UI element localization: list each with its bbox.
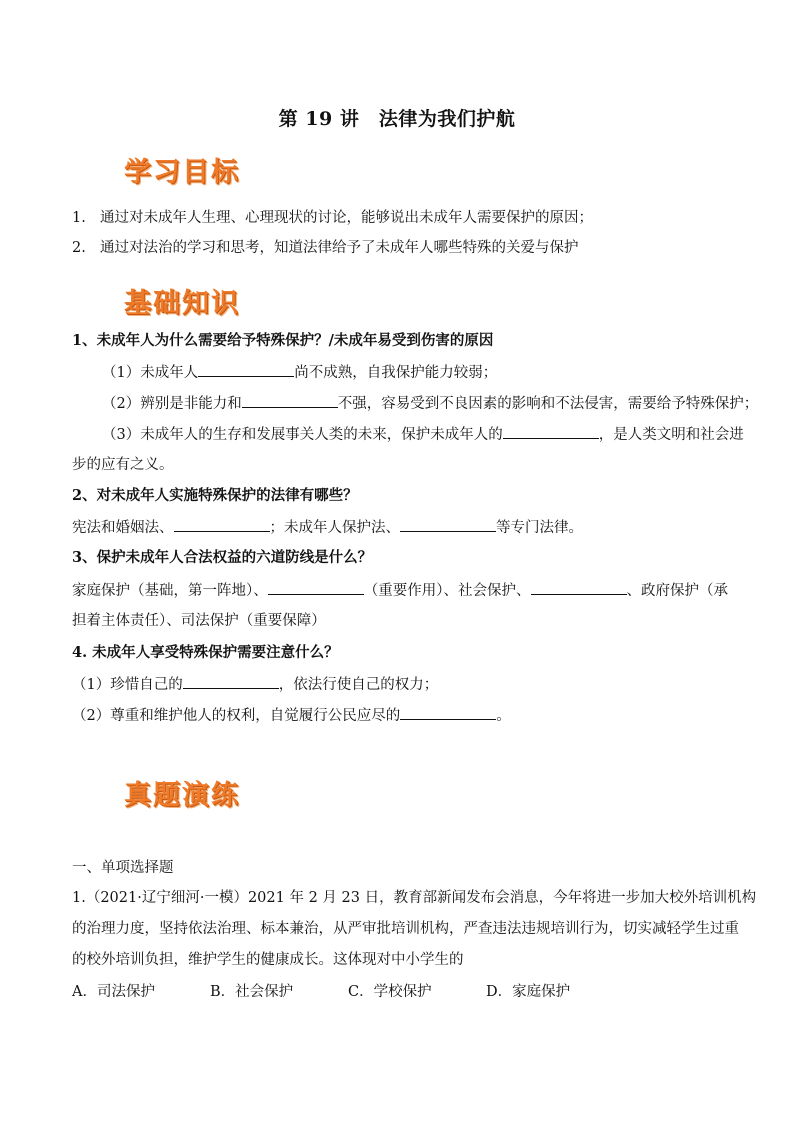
goal-number: 2. — [72, 240, 86, 256]
section-heading-goals: 学习目标 — [124, 157, 240, 188]
fill-blank — [531, 580, 627, 595]
question-4: 4. 未成年人享受特殊保护需要注意什么？ — [72, 644, 339, 661]
fill-blank — [183, 674, 279, 689]
answer-text: （1）珍惜自己的 — [72, 677, 183, 693]
answer-text: 。 — [496, 708, 511, 724]
question-3: 3、保护未成年人合法权益的六道防线是什么？ — [72, 549, 373, 566]
fill-blank — [242, 393, 338, 408]
answer-line-cont: 担着主体责任）、司法保护（重要保障） — [72, 613, 326, 629]
goal-text: 通过对未成年人生理、心理现状的讨论，能够说出未成年人需要保护的原因； — [100, 210, 593, 226]
answer-line — [102, 393, 758, 414]
fill-blank — [198, 362, 294, 377]
answer-options — [72, 982, 624, 1002]
answer-text: （2）辨别是非能力和 — [102, 396, 242, 412]
answer-line — [72, 674, 438, 695]
fill-blank — [400, 705, 496, 720]
fill-blank — [268, 580, 364, 595]
answer-text: （2）尊重和维护他人的权利，自觉履行公民应尽的 — [72, 708, 401, 724]
fill-blank — [174, 517, 270, 532]
exam-question-line: 的校外培训负担，维护学生的健康成长。这体现对中小学生的 — [72, 952, 464, 968]
exam-question-line: 1.（2021·辽宁细河·一模）2021 年 2 月 23 日，教育部新闻发布会消息，今年将进一步加大校外培训机构 — [72, 890, 757, 906]
answer-text: ，是人类文明和社会进 — [598, 427, 744, 443]
answer-text: （3）未成年人的生存和发展事关人类的未来，保护未成年人的 — [102, 427, 503, 443]
answer-text: 尚不成熟，自我保护能力较弱； — [294, 365, 498, 381]
answer-text: 宪法和婚姻法、 — [72, 520, 174, 536]
question-2: 2、对未成年人实施特殊保护的法律有哪些？ — [72, 487, 358, 504]
question-type-heading: 一、单项选择题 — [72, 860, 174, 876]
fill-blank — [503, 424, 599, 439]
answer-text: 等专门法律。 — [496, 520, 583, 536]
goal-item — [72, 208, 593, 228]
answer-text: 家庭保护（基础，第一阵地）、 — [72, 583, 268, 599]
answer-text: 、政府保护（承 — [626, 583, 728, 599]
answer-line — [72, 580, 728, 601]
answer-line — [72, 705, 511, 726]
answer-text: ；未成年人保护法、 — [269, 520, 400, 536]
question-1: 1、未成年人为什么需要给予特殊保护？/未成年易受到伤害的原因 — [72, 332, 494, 349]
answer-text: （重要作用）、社会保护、 — [363, 583, 531, 599]
answer-text: 不强，容易受到不良因素的影响和不法侵害，需要给予特殊保护； — [337, 396, 759, 412]
section-heading-practice: 真题演练 — [124, 780, 240, 811]
page-title: 第 19 讲 法律为我们护航 — [278, 108, 516, 130]
answer-text: ，依法行使自己的权力； — [278, 677, 439, 693]
section-heading-basics: 基础知识 — [124, 288, 240, 319]
option-d[interactable]: D．家庭保护 — [486, 984, 571, 1000]
answer-line — [102, 424, 744, 445]
exam-question-line: 的治理力度，坚持依法治理、标本兼治，从严审批培训机构，严查违法违规培训行为，切实减轻学生过重 — [72, 921, 739, 937]
answer-line — [72, 517, 583, 538]
answer-line-cont: 步的应有之义。 — [72, 457, 174, 473]
answer-text: （1）未成年人 — [102, 365, 199, 381]
option-a[interactable]: A．司法保护 — [72, 984, 155, 1000]
goal-item — [72, 238, 579, 258]
option-b[interactable]: B．社会保护 — [210, 984, 294, 1000]
option-c[interactable]: C．学校保护 — [348, 984, 432, 1000]
fill-blank — [400, 517, 496, 532]
goal-text: 通过对法治的学习和思考，知道法律给予了未成年人哪些特殊的关爱与保护 — [100, 240, 579, 256]
answer-line — [102, 362, 497, 383]
goal-number: 1. — [72, 210, 86, 226]
